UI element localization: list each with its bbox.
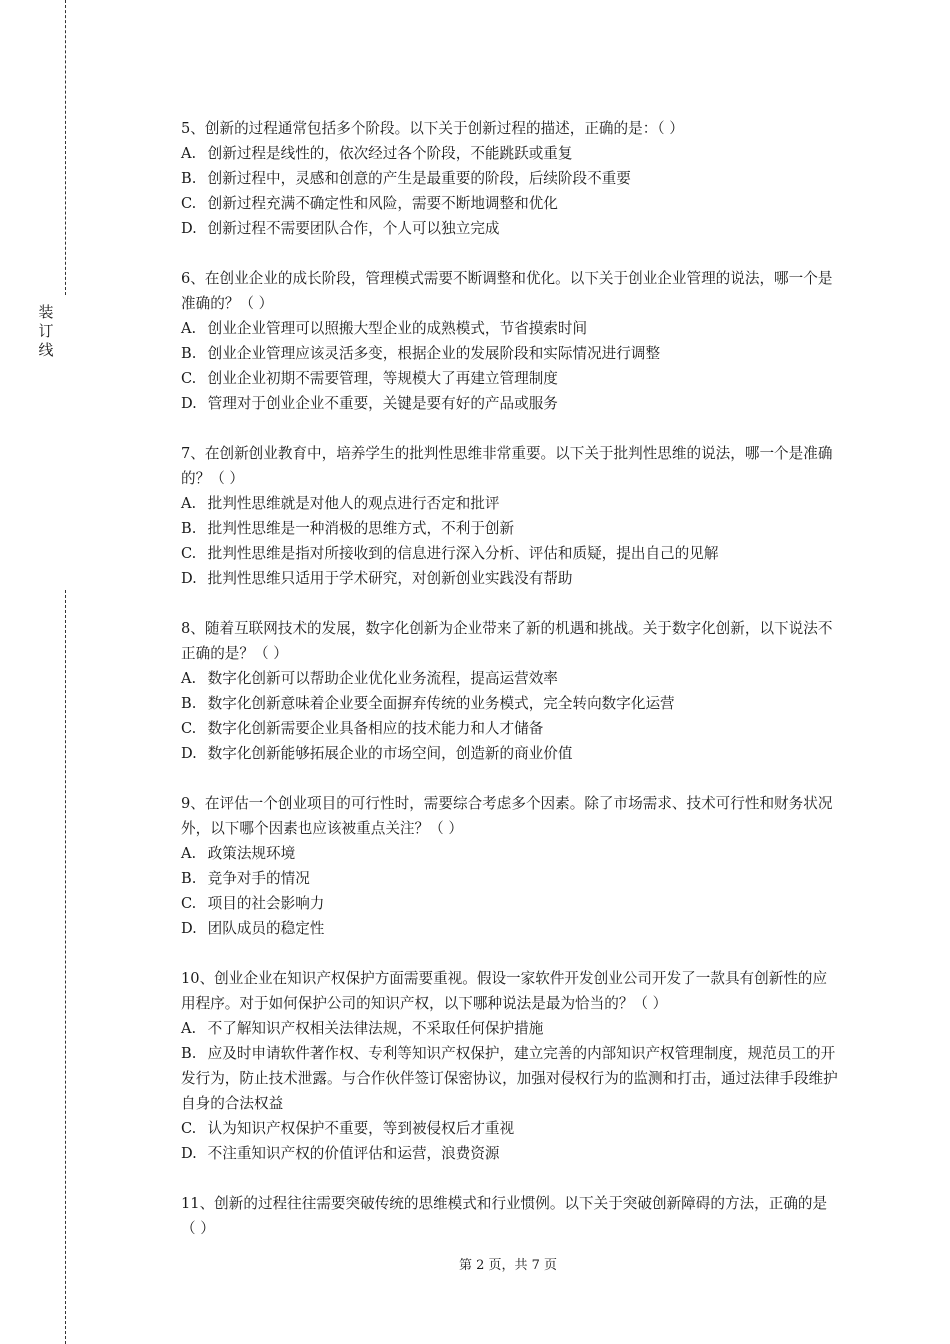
- option-d: [181, 1141, 841, 1166]
- question-11: [181, 1191, 841, 1241]
- option-text: 数字化创新意味着企业要全面摒弃传统的业务模式，完全转向数字化运营: [207, 695, 675, 712]
- option-b: [181, 691, 841, 716]
- binding-line-bottom: [65, 590, 66, 1344]
- option-b: [181, 341, 841, 366]
- option-a: [181, 316, 841, 341]
- option-text: 批判性思维是指对所接收到的信息进行深入分析、评估和质疑，提出自己的见解: [207, 545, 719, 562]
- option-label: D.: [181, 395, 197, 412]
- option-list: [181, 1016, 841, 1166]
- option-text: 创新过程中，灵感和创意的产生是最重要的阶段，后续阶段不重要: [207, 170, 631, 187]
- option-d: [181, 216, 841, 241]
- option-label: C.: [181, 895, 197, 912]
- option-text: 批判性思维是一种消极的思维方式，不利于创新: [207, 520, 515, 537]
- option-text: 批判性思维只适用于学术研究，对创新创业实践没有帮助: [207, 570, 573, 587]
- option-label: D.: [181, 745, 197, 762]
- option-label: B.: [181, 345, 197, 362]
- question-10: [181, 966, 841, 1166]
- option-text: 数字化创新可以帮助企业优化业务流程，提高运营效率: [207, 670, 558, 687]
- option-label: C.: [181, 370, 197, 387]
- option-label: B.: [181, 520, 197, 537]
- option-c: [181, 1116, 841, 1141]
- option-list: [181, 141, 841, 241]
- option-label: D.: [181, 920, 197, 937]
- option-b: [181, 866, 841, 891]
- option-label: A.: [181, 670, 197, 687]
- option-label: A.: [181, 1020, 197, 1037]
- option-a: [181, 841, 841, 866]
- option-list: [181, 316, 841, 416]
- option-label: C.: [181, 1120, 197, 1137]
- option-label: D.: [181, 220, 197, 237]
- binding-line-top: [65, 0, 66, 295]
- option-label: B.: [181, 695, 197, 712]
- option-text: 数字化创新能够拓展企业的市场空间，创造新的商业价值: [207, 745, 573, 762]
- option-a: [181, 491, 841, 516]
- question-text: 8、随着互联网技术的发展，数字化创新为企业带来了新的机遇和挑战。关于数字化创新，以下说法不正确的是？（ ）: [181, 620, 833, 662]
- option-text: 创业企业初期不需要管理，等规模大了再建立管理制度: [207, 370, 558, 387]
- option-text: 创新过程充满不确定性和风险，需要不断地调整和优化: [207, 195, 558, 212]
- option-d: [181, 391, 841, 416]
- binding-label-char: 订: [38, 322, 54, 340]
- option-label: B.: [181, 870, 197, 887]
- option-c: [181, 891, 841, 916]
- option-d: [181, 741, 841, 766]
- option-label: A.: [181, 145, 197, 162]
- option-text: 政策法规环境: [207, 845, 296, 862]
- question-text: 9、在评估一个创业项目的可行性时，需要综合考虑多个因素。除了市场需求、技术可行性和财务状况外，以下哪个因素也应该被重点关注？（ ）: [181, 795, 833, 837]
- binding-label-char: 线: [38, 341, 54, 359]
- option-label: C.: [181, 720, 197, 737]
- option-b: [181, 1041, 841, 1116]
- option-label: D.: [181, 570, 197, 587]
- option-label: A.: [181, 495, 197, 512]
- option-text: 创新过程是线性的，依次经过各个阶段，不能跳跃或重复: [207, 145, 573, 162]
- question-5: [181, 116, 841, 241]
- question-text: 11、创新的过程往往需要突破传统的思维模式和行业惯例。以下关于突破创新障碍的方法，正确的是（ ）: [181, 1195, 828, 1237]
- question-text: 5、创新的过程通常包括多个阶段。以下关于创新过程的描述，正确的是：（ ）: [181, 120, 684, 137]
- option-label: C.: [181, 195, 197, 212]
- option-text: 创业企业管理可以照搬大型企业的成熟模式，节省摸索时间: [207, 320, 588, 337]
- binding-label-char: 装: [38, 303, 54, 321]
- question-text: 7、在创新创业教育中，培养学生的批判性思维非常重要。以下关于批判性思维的说法，哪一个是准确的？（ ）: [181, 445, 833, 487]
- question-9: [181, 791, 841, 941]
- option-text: 创业企业管理应该灵活多变，根据企业的发展阶段和实际情况进行调整: [207, 345, 661, 362]
- option-label: B.: [181, 1045, 197, 1062]
- option-c: [181, 716, 841, 741]
- option-a: [181, 141, 841, 166]
- option-list: [181, 666, 841, 766]
- option-text: 不注重知识产权的价值评估和运营，浪费资源: [207, 1145, 500, 1162]
- question-6: [181, 266, 841, 416]
- option-text: 批判性思维就是对他人的观点进行否定和批评: [207, 495, 500, 512]
- option-c: [181, 541, 841, 566]
- option-label: C.: [181, 545, 197, 562]
- exam-content: [181, 116, 841, 1266]
- binding-label: [36, 303, 56, 360]
- option-text: 不了解知识产权相关法律法规，不采取任何保护措施: [207, 1020, 544, 1037]
- option-text: 项目的社会影响力: [207, 895, 325, 912]
- option-text: 应及时申请软件著作权、专利等知识产权保护，建立完善的内部知识产权管理制度，规范员工的开发行为，防止技术泄露。与合作伙伴签订保密协议，加强对侵权行为的监测和打击，通过法律手段维护自身的合法权益: [181, 1045, 838, 1112]
- option-a: [181, 666, 841, 691]
- option-text: 认为知识产权保护不重要，等到被侵权后才重视: [207, 1120, 515, 1137]
- option-text: 团队成员的稳定性: [207, 920, 325, 937]
- option-a: [181, 1016, 841, 1041]
- question-text: 10、创业企业在知识产权保护方面需要重视。假设一家软件开发创业公司开发了一款具有创新性的应用程序。对于如何保护公司的知识产权，以下哪种说法是最为恰当的？（ ）: [181, 970, 828, 1012]
- option-d: [181, 566, 841, 591]
- option-label: A.: [181, 845, 197, 862]
- option-label: B.: [181, 170, 197, 187]
- option-text: 数字化创新需要企业具备相应的技术能力和人才储备: [207, 720, 544, 737]
- option-label: D.: [181, 1145, 197, 1162]
- option-c: [181, 366, 841, 391]
- option-list: [181, 841, 841, 941]
- question-text: 6、在创业企业的成长阶段，管理模式需要不断调整和优化。以下关于创业企业管理的说法，哪一个是准确的？（ ）: [181, 270, 833, 312]
- option-text: 竞争对手的情况: [207, 870, 310, 887]
- question-7: [181, 441, 841, 591]
- option-c: [181, 191, 841, 216]
- option-b: [181, 166, 841, 191]
- option-b: [181, 516, 841, 541]
- option-d: [181, 916, 841, 941]
- option-text: 管理对于创业企业不重要，关键是要有好的产品或服务: [207, 395, 558, 412]
- option-label: A.: [181, 320, 197, 337]
- option-text: 创新过程不需要团队合作，个人可以独立完成: [207, 220, 500, 237]
- question-8: [181, 616, 841, 766]
- option-list: [181, 491, 841, 591]
- page-number: 第 2 页，共 7 页: [458, 1258, 558, 1273]
